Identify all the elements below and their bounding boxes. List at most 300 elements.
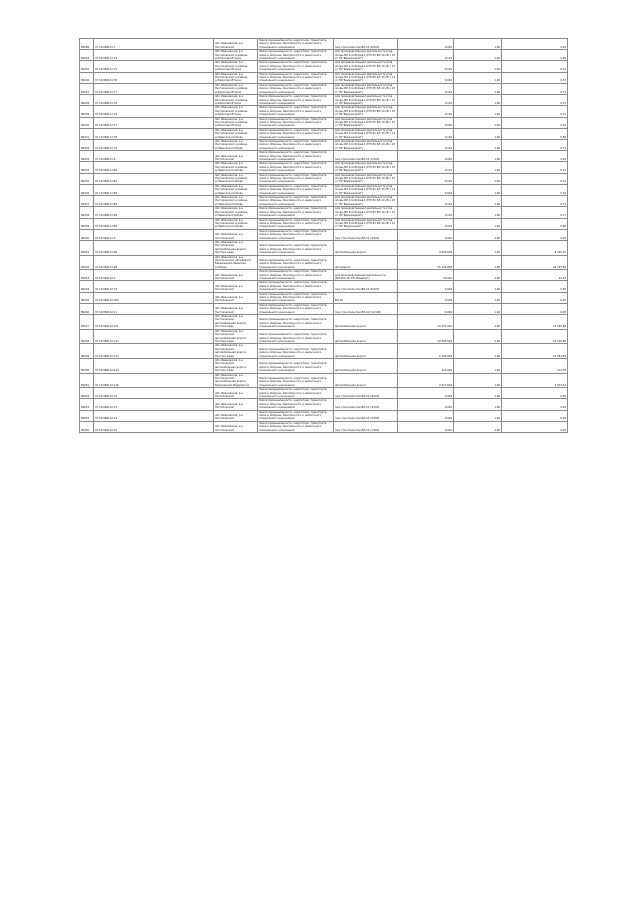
- coefficient: 1,00: [454, 72, 502, 83]
- area-value: 0,104: [398, 61, 454, 72]
- cadastral-number: 37:10:060111:79: [94, 106, 214, 117]
- table-row: [80, 117, 568, 128]
- cadastral-number: 37:10:060111:8: [94, 151, 214, 162]
- land-category: Земли промышленности, энергетики, транспорта, связи и обороны, безопасности и земли иного специального назначения: [258, 162, 334, 173]
- row-id: 89250: [80, 358, 94, 373]
- row-id: 89253: [80, 399, 94, 410]
- permitted-use: для производственной деятельности (под опоры ВЛ 0,4 кВ фид.1 КТП-35 ВЛ 10 кВ ч 13 от ПС"Бережецкий"): [334, 117, 398, 128]
- land-category: Земли промышленности, энергетики, транспорта, связи и обороны, безопасности и земли иного специального назначения: [258, 240, 334, 255]
- land-category: Земли промышленности, энергетики, транспорта, связи и обороны, безопасности и земли иного специального назначения: [258, 72, 334, 83]
- cadastral-number: 37:10:060111:83: [94, 196, 214, 207]
- permitted-use: для производственной деятельности (под опоры ВЛ 0,4 кВ фид.1 КТП-32 ВЛ 10 кВ ч 13 от ПС"Бережецкий"): [334, 184, 398, 195]
- land-category: Земли промышленности, энергетики, транспорта, связи и обороны, безопасности и земли иного специального назначения: [258, 184, 334, 195]
- table-row: [80, 151, 568, 162]
- row-id: 89228: [80, 95, 94, 106]
- permitted-use: для производственной деятельности (под опоры ВЛ 0,4 кВ фид.1 КТП-32 ВЛ 10 кВ ч 13 от ПС"Бережецкий"): [334, 128, 398, 139]
- cadastral-number: 37:10:060111:76: [94, 72, 214, 83]
- location: обл. Ивановская, р-н Пестяковский: [214, 229, 258, 240]
- coefficient: 1,00: [454, 270, 502, 281]
- coefficient: 1,00: [454, 373, 502, 388]
- area-value: 4 654,004: [398, 240, 454, 255]
- land-category: Земли промышленности, энергетики, транспорта, связи и обороны, безопасности и земли иного специального назначения: [258, 207, 334, 218]
- permitted-use: автомобильная дорога: [334, 344, 398, 359]
- land-category: Земли промышленности, энергетики, транспорта, связи и обороны, безопасности и земли иного специального назначения: [258, 229, 334, 240]
- permitted-use: автомобильная дорога: [334, 373, 398, 388]
- land-category: Земли промышленности, энергетики, транспорта, связи и обороны, безопасности и земли иного специального назначения: [258, 329, 334, 344]
- coefficient: 1,00: [454, 315, 502, 330]
- location: обл. Ивановская, р-н Пестяковский, автомобильная дорога Пестяки-Седи: [214, 329, 258, 344]
- table-row: [80, 162, 568, 173]
- cadastral-number: 37:10:060112:114: [94, 358, 214, 373]
- cadastral-value: 46,34: [502, 270, 568, 281]
- cadastral-number: 37:10:060112:12: [94, 388, 214, 399]
- cadastral-number: 37:10:060112:13: [94, 399, 214, 410]
- cadastral-number: 37:10:060112:15: [94, 421, 214, 432]
- row-id: 89252: [80, 388, 94, 399]
- cadastral-value: 0,72: [502, 95, 568, 106]
- location: обл. Ивановская, р-н Пестяковский: [214, 292, 258, 303]
- cadastral-value: 0,72: [502, 61, 568, 72]
- table-row: [80, 421, 568, 432]
- location: обл. Ивановская, р-н Пестяковский: [214, 410, 258, 421]
- area-value: 0,004: [398, 72, 454, 83]
- permitted-use: для производственной деятельности (под опоры ВЛ 0,4 кВ фид.1 КТП-32 ВЛ 10 кВ ч 13 от ПС"Бережецкий"): [334, 218, 398, 229]
- area-value: 22 604,004: [398, 329, 454, 344]
- table-row: [80, 106, 568, 117]
- cadastral-number: 37:10:060111:84: [94, 207, 214, 218]
- location: обл. Ивановская, р-н Пестяковский, автомобильная дорога Бережецкий-Мордовское: [214, 373, 258, 388]
- area-value: 0,104: [398, 106, 454, 117]
- permitted-use: под строительство ВЛ-10 (4/100): [334, 388, 398, 399]
- location: обл. Ивановская, р-н Пестяковский, в районе д.Невеличе-Слобода: [214, 207, 258, 218]
- cadastral-value: 0,05: [502, 39, 568, 50]
- cadastral-value: 0,18: [502, 184, 568, 195]
- coefficient: 1,00: [454, 218, 502, 229]
- land-category: Земли промышленности, энергетики, транспорта, связи и обороны, безопасности и земли иного специального назначения: [258, 344, 334, 359]
- row-id: 89255: [80, 421, 94, 432]
- row-id: 89248: [80, 329, 94, 344]
- land-category: Земли промышленности, энергетики, транспорта, связи и обороны, безопасности и земли иного специального назначения: [258, 399, 334, 410]
- location: обл. Ивановская, р-н Пестяковский: [214, 388, 258, 399]
- area-value: 0,004: [398, 421, 454, 432]
- location: обл. Ивановская, р-н Пестяковский: [214, 151, 258, 162]
- cadastral-value: 0,05: [502, 281, 568, 292]
- land-category: Земли промышленности, энергетики, транспорта, связи и обороны, безопасности и земли иного специального назначения: [258, 373, 334, 388]
- location: обл. Ивановская, р-н Пестяковский, в районе д.Невеличе-Слобода: [214, 162, 258, 173]
- table-row: [80, 39, 568, 50]
- row-id: 89235: [80, 173, 94, 184]
- location: обл. Ивановская, р-н Пестяковский, в районе д.Филисово Второе: [214, 50, 258, 61]
- permitted-use: автомобильная дорога: [334, 315, 398, 330]
- row-id: 89229: [80, 106, 94, 117]
- coefficient: 1,00: [454, 399, 502, 410]
- coefficient: 1,00: [454, 83, 502, 94]
- table-row: [80, 207, 568, 218]
- cadastral-value: 0,05: [502, 388, 568, 399]
- land-category: Земли промышленности, энергетики, транспорта, связи и обороны, безопасности и земли иного специального назначения: [258, 218, 334, 229]
- permitted-use: для производственной деятельности (под опоры ВЛ 0,4 кВ фид.1 КТП-32 ВЛ 10 кВ ч 13 от ПС"Бережецкий"): [334, 196, 398, 207]
- row-id: 89232: [80, 139, 94, 150]
- land-category: Земли промышленности, энергетики, транспорта, связи и обороны, безопасности и земли иного специального назначения: [258, 410, 334, 421]
- row-id: 89244: [80, 281, 94, 292]
- cadastral-value: 6 225,15: [502, 240, 568, 255]
- cadastral-value: 0,72: [502, 72, 568, 83]
- cadastral-value: 0,17: [502, 207, 568, 218]
- coefficient: 1,00: [454, 388, 502, 399]
- coefficient: 1,00: [454, 207, 502, 218]
- location: обл. Ивановская, р-н Пестяковский: [214, 421, 258, 432]
- permitted-use: ВЛ-10: [334, 292, 398, 303]
- row-id: 89227: [80, 83, 94, 94]
- coefficient: 1,00: [454, 344, 502, 359]
- location: обл. Ивановская, р-н Пестяковский, автомобильная дорога Пестяки-Седи: [214, 240, 258, 255]
- permitted-use: для производственной деятельности (под опоры ВЛ 0,4 кВ фид.1 КТП-35 ВЛ 10 кВ ч 13 от ПС"Бережецкий"): [334, 95, 398, 106]
- table-row: [80, 399, 568, 410]
- area-value: 25 105,004: [398, 255, 454, 270]
- area-value: 0,104: [398, 128, 454, 139]
- permitted-use: для производственной деятельности (под опоры ВЛ 0,4 кВ фид.1 КТП-35 ВЛ 10 кВ ч 13 от ПС"Бережецкий"): [334, 72, 398, 83]
- table-row: [80, 196, 568, 207]
- row-id: 89241: [80, 240, 94, 255]
- coefficient: 1,00: [454, 421, 502, 432]
- table-row: [80, 173, 568, 184]
- area-value: 9 709,004: [398, 344, 454, 359]
- coefficient: 1,00: [454, 358, 502, 373]
- cadastral-number: 37:10:060112:10: [94, 281, 214, 292]
- cadastral-number: 37:10:060111:78: [94, 95, 214, 106]
- table-row: [80, 344, 568, 359]
- cadastral-number: 37:10:060112:111: [94, 315, 214, 330]
- table-row: [80, 358, 568, 373]
- cadastral-value: 4 633,44: [502, 373, 568, 388]
- land-category: Земли промышленности, энергетики, транспорта, связи и обороны, безопасности и земли иного специального назначения: [258, 139, 334, 150]
- cadastral-value: 29 767,69: [502, 255, 568, 270]
- location: обл. Ивановская, р-н Пестяковский, в районе д.Филисово Второе: [214, 95, 258, 106]
- cadastral-number: 37:10:060111:75: [94, 61, 214, 72]
- area-value: 0,104: [398, 196, 454, 207]
- permitted-use: для производственной деятельности (под опоры ВЛ 0,4 кВ фид.1 КТП-32 ВЛ 10 кВ ч 13 от ПС"Бережецкий"): [334, 173, 398, 184]
- row-id: 89246: [80, 303, 94, 314]
- permitted-use: для производственной деятельности (под опоры ВЛ 0,4 кВ фид.1 КТП-35 ВЛ 10 кВ ч 13 от ПС"Бережецкий"): [334, 106, 398, 117]
- location: обл. Ивановская, р-н Пестяковский, в районе д.Невеличе-Слобода: [214, 128, 258, 139]
- permitted-use: для производственной деятельности (под опоры ВЛ 0,4 кВ фид.1 КТП-35 ВЛ 10 кВ ч 13 от ПС"Бережецкий"): [334, 50, 398, 61]
- table-row: [80, 281, 568, 292]
- area-value: 0,014: [398, 218, 454, 229]
- cadastral-number: 37:10:060112:116: [94, 373, 214, 388]
- cadastral-number: 37:10:060111:79: [94, 139, 214, 150]
- coefficient: 1,00: [454, 240, 502, 255]
- permitted-use: под строительство ВЛ-10 (1/100): [334, 151, 398, 162]
- land-category: Земли промышленности, энергетики, транспорта, связи и обороны, безопасности и земли иного специального назначения: [258, 388, 334, 399]
- area-value: 0,004: [398, 281, 454, 292]
- cadastral-value: 0,21: [502, 162, 568, 173]
- cadastral-number: 37:10:060111:74: [94, 50, 214, 61]
- table-row: [80, 139, 568, 150]
- cadastral-number: 37:10:060111:78: [94, 128, 214, 139]
- land-category: Земли промышленности, энергетики, транспорта, связи и обороны, безопасности и земли иного специального назначения: [258, 151, 334, 162]
- land-category: Земли промышленности, энергетики, транспорта, связи и обороны, безопасности и земли иного специального назначения: [258, 421, 334, 432]
- area-value: 14 451,004: [398, 315, 454, 330]
- permitted-use: автомобильная дорога: [334, 329, 398, 344]
- land-category: Земли промышленности, энергетики, транспорта, связи и обороны, безопасности и земли иного специального назначения: [258, 50, 334, 61]
- coefficient: 1,00: [454, 128, 502, 139]
- permitted-use: под строительство ВЛ-10 (3/100): [334, 410, 398, 421]
- area-value: 0,004: [398, 39, 454, 50]
- area-value: 0,114: [398, 162, 454, 173]
- cadastral-value: 0,06: [502, 218, 568, 229]
- cadastral-value: 10 851,59: [502, 344, 568, 359]
- row-id: 89230: [80, 117, 94, 128]
- area-value: 0,004: [398, 151, 454, 162]
- land-category: Земли промышленности, энергетики, транспорта, связи и обороны, безопасности и земли иного специального назначения: [258, 255, 334, 270]
- area-value: 45,004: [398, 270, 454, 281]
- location: обл. Ивановская, р-н Пестяковский: [214, 281, 258, 292]
- cadastral-number: 37:10:060111:77: [94, 117, 214, 128]
- cadastral-value: 0,72: [502, 83, 568, 94]
- row-id: 89225: [80, 61, 94, 72]
- table-row: [80, 240, 568, 255]
- cadastral-number: 37:10:060111:81: [94, 173, 214, 184]
- row-id: 89233: [80, 151, 94, 162]
- cadastral-number: 37:10:060111:7: [94, 39, 214, 50]
- permitted-use: автодорога: [334, 255, 398, 270]
- land-category: Земли промышленности, энергетики, транспорта, связи и обороны, безопасности и земли иного специального назначения: [258, 270, 334, 281]
- cadastral-value: 0,72: [502, 139, 568, 150]
- cadastral-value: 0,48: [502, 117, 568, 128]
- area-value: 0,004: [398, 229, 454, 240]
- permitted-use: под строительство ВЛ-10 (4/100): [334, 399, 398, 410]
- land-category: Земли промышленности, энергетики, транспорта, связи и обороны, безопасности и земли иного специального назначения: [258, 61, 334, 72]
- row-id: 89247: [80, 315, 94, 330]
- location: обл. Ивановская, р-н Пестяковский: [214, 270, 258, 281]
- cadastral-value: 0,72: [502, 173, 568, 184]
- area-value: 0,104: [398, 139, 454, 150]
- cadastral-value: 14 995,88: [502, 315, 568, 330]
- coefficient: 1,00: [454, 117, 502, 128]
- land-category: Земли промышленности, энергетики, транспорта, связи и обороны, безопасности и земли иного специального назначения: [258, 196, 334, 207]
- row-id: 89238: [80, 207, 94, 218]
- location: обл. Ивановская, р-н Пестяковский: [214, 303, 258, 314]
- permitted-use: под строительство ВЛ-10 (3/100): [334, 229, 398, 240]
- row-id: 89254: [80, 410, 94, 421]
- permitted-use: под строительство ВЛ-10 (5/100): [334, 281, 398, 292]
- land-category: Земли промышленности, энергетики, транспорта, связи и обороны, безопасности и земли иного специального назначения: [258, 315, 334, 330]
- cadastral-value: 0,05: [502, 229, 568, 240]
- table-row: [80, 229, 568, 240]
- cadastral-number: 37:10:060111:9: [94, 229, 214, 240]
- cadastral-number: 37:10:060112:1: [94, 270, 214, 281]
- table-row: [80, 83, 568, 94]
- cadastral-value: 0,05: [502, 421, 568, 432]
- area-value: 0,004: [398, 410, 454, 421]
- row-id: 89234: [80, 162, 94, 173]
- coefficient: 1,00: [454, 106, 502, 117]
- permitted-use: под строительство ВЛ-10 (6/100): [334, 39, 398, 50]
- cadastral-value: 0,05: [502, 50, 568, 61]
- cadastral-number: 37:10:060111:80: [94, 162, 214, 173]
- table-row: [80, 410, 568, 421]
- land-category: Земли промышленности, энергетики, транспорта, связи и обороны, безопасности и земли иного специального назначения: [258, 128, 334, 139]
- table-row: [80, 315, 568, 330]
- coefficient: 1,00: [454, 95, 502, 106]
- coefficient: 1,00: [454, 410, 502, 421]
- land-category: Земли промышленности, энергетики, транспорта, связи и обороны, безопасности и земли иного специального назначения: [258, 358, 334, 373]
- land-plot-table: [79, 38, 568, 433]
- land-category: Земли промышленности, энергетики, транспорта, связи и обороны, безопасности и земли иного специального назначения: [258, 39, 334, 50]
- coefficient: 1,00: [454, 139, 502, 150]
- cadastral-value: 0,05: [502, 303, 568, 314]
- coefficient: 1,00: [454, 329, 502, 344]
- area-value: 0,104: [398, 207, 454, 218]
- table-row: [80, 184, 568, 195]
- table-row: [80, 303, 568, 314]
- location: обл. Ивановская, р-н Пестяковский, в районе д.Невеличе-Слобода: [214, 218, 258, 229]
- coefficient: 1,00: [454, 151, 502, 162]
- cadastral-number: 37:10:060112:11: [94, 303, 214, 314]
- area-value: 0,104: [398, 95, 454, 106]
- row-id: 89237: [80, 196, 94, 207]
- cadastral-number: 37:10:060111:77: [94, 83, 214, 94]
- cadastral-value: 0,05: [502, 151, 568, 162]
- cadastral-number: 37:10:060111:98: [94, 255, 214, 270]
- permitted-use: для производственной деятельности (под опоры ВЛ 0,4 кВ фид.1 КТП-32 ВЛ 10 кВ ч 13 от ПС"Бережецкий"): [334, 139, 398, 150]
- permitted-use: для производственной деятельности (ВЛ-220 кВ "ПС-Вязники"): [334, 270, 398, 281]
- coefficient: 1,00: [454, 61, 502, 72]
- land-category: Земли промышленности, энергетики, транспорта, связи и обороны, безопасности и земли иного специального назначения: [258, 303, 334, 314]
- row-id: 89242: [80, 255, 94, 270]
- cadastral-value: 0,72: [502, 196, 568, 207]
- table-row: [80, 72, 568, 83]
- land-category: Земли промышленности, энергетики, транспорта, связи и обороны, безопасности и земли иного специального назначения: [258, 292, 334, 303]
- row-id: 89226: [80, 72, 94, 83]
- table-row: [80, 218, 568, 229]
- land-category: Земли промышленности, энергетики, транспорта, связи и обороны, безопасности и земли иного специального назначения: [258, 83, 334, 94]
- location: обл. Ивановская, р-н Пестяковский, в районе д.Невеличе-Слобода: [214, 173, 258, 184]
- cadastral-number: 37:10:060111:82: [94, 184, 214, 195]
- coefficient: 1,00: [454, 229, 502, 240]
- row-id: 89224: [80, 50, 94, 61]
- permitted-use: под строительство ВЛ-10 (11/100): [334, 303, 398, 314]
- location: обл. Ивановская, р-н Пестяковский: [214, 39, 258, 50]
- location: обл. Ивановская, р-н Пестяковский, автомобильная дорога Пестяки-Седи: [214, 315, 258, 330]
- cadastral-value: 0,05: [502, 410, 568, 421]
- coefficient: 1,00: [454, 303, 502, 314]
- table-row: [80, 50, 568, 61]
- land-category: Земли промышленности, энергетики, транспорта, связи и обороны, безопасности и земли иного специального назначения: [258, 95, 334, 106]
- permitted-use: автомобильная дорога: [334, 240, 398, 255]
- permitted-use: для производственной деятельности (под опоры ВЛ 0,4 кВ фид.1 КТП-35 ВЛ 10 кВ ч 13 от ПС"Бережецкий"): [334, 61, 398, 72]
- row-id: 89231: [80, 128, 94, 139]
- cadastral-value: 0,80: [502, 128, 568, 139]
- cadastral-value: 0,05: [502, 399, 568, 410]
- document-sheet: [79, 38, 567, 433]
- cadastral-number: 37:10:060112:113: [94, 344, 214, 359]
- location: обл. Ивановская, р-н Пестяковский: [214, 399, 258, 410]
- area-value: 0,104: [398, 83, 454, 94]
- row-id: 89236: [80, 184, 94, 195]
- coefficient: 1,00: [454, 39, 502, 50]
- location: обл. Ивановская, р-н Пестяковский, в районе д.Филисово Второе: [214, 117, 258, 128]
- coefficient: 1,00: [454, 184, 502, 195]
- cadastral-number: 37:10:060112:14: [94, 410, 214, 421]
- row-id: 89289: [80, 39, 94, 50]
- area-value: 0,124: [398, 50, 454, 61]
- table-row: [80, 373, 568, 388]
- permitted-use: для производственной деятельности (под опоры ВЛ 0,4 кВ фид.1 КТП-35 ВЛ 10 кВ ч 13 от ПС"Бережецкий"): [334, 83, 398, 94]
- area-value: 0,004: [398, 399, 454, 410]
- table-row: [80, 255, 568, 270]
- permitted-use: для производственной деятельности (под опоры ВЛ 0,4 кВ фид.1 КТП-32 ВЛ 10 кВ ч 13 от ПС"Бережецкий"): [334, 207, 398, 218]
- cadastral-number: 37:10:060111:90: [94, 240, 214, 255]
- location: обл. Ивановская, р-н Пестяковский, в районе д.Филисово Второе: [214, 83, 258, 94]
- row-id: 89245: [80, 292, 94, 303]
- table-row: [80, 292, 568, 303]
- coefficient: 1,00: [454, 292, 502, 303]
- cadastral-value: 0,05: [502, 292, 568, 303]
- coefficient: 1,00: [454, 50, 502, 61]
- row-id: 89249: [80, 344, 94, 359]
- area-value: 4 517,004: [398, 373, 454, 388]
- permitted-use: для производственной деятельности (под опоры ВЛ 0,4 кВ фид.1 КТП-32 ВЛ 10 кВ ч 13 от ПС"Бережецкий"): [334, 162, 398, 173]
- row-id: 89240: [80, 229, 94, 240]
- row-id: 89251: [80, 373, 94, 388]
- table-row: [80, 95, 568, 106]
- table-row: [80, 128, 568, 139]
- location: обл. Ивановская, р-н Пестяковский, в районе д.Невеличе-Слобода: [214, 184, 258, 195]
- cadastral-number: 37:10:060112:110: [94, 329, 214, 344]
- row-id: 89239: [80, 218, 94, 229]
- cadastral-number: 37:10:060112:100: [94, 292, 214, 303]
- location: обл. Ивановская, р-н Пестяковский, в районе д.Невеличе-Слобода: [214, 196, 258, 207]
- land-category: Земли промышленности, энергетики, транспорта, связи и обороны, безопасности и земли иного специального назначения: [258, 117, 334, 128]
- location: обл. Ивановская, р-н Пестяковский, автодорога Бережецкий-Невеличе-Слобода: [214, 255, 258, 270]
- cadastral-value: 0,72: [502, 106, 568, 117]
- table-row: [80, 270, 568, 281]
- cadastral-number: 37:10:060111:85: [94, 218, 214, 229]
- location: обл. Ивановская, р-н Пестяковский, в районе д.Невеличе-Слобода: [214, 139, 258, 150]
- land-category: Земли промышленности, энергетики, транспорта, связи и обороны, безопасности и земли иного специального назначения: [258, 106, 334, 117]
- row-id: 89243: [80, 270, 94, 281]
- area-value: 0,004: [398, 184, 454, 195]
- area-value: 115,004: [398, 358, 454, 373]
- coefficient: 1,00: [454, 162, 502, 173]
- table-body: [80, 39, 568, 433]
- location: обл. Ивановская, р-н Пестяковский, в районе д.Филисово Второе: [214, 61, 258, 72]
- coefficient: 1,00: [454, 281, 502, 292]
- coefficient: 1,00: [454, 255, 502, 270]
- coefficient: 1,00: [454, 173, 502, 184]
- area-value: 0,004: [398, 303, 454, 314]
- land-category: Земли промышленности, энергетики, транспорта, связи и обороны, безопасности и земли иного специального назначения: [258, 281, 334, 292]
- area-value: 0,004: [398, 388, 454, 399]
- table-row: [80, 388, 568, 399]
- location: обл. Ивановская, р-н Пестяковский, в районе д.Филисово Второе: [214, 106, 258, 117]
- table-row: [80, 329, 568, 344]
- table-row: [80, 61, 568, 72]
- cadastral-value: 119,78: [502, 358, 568, 373]
- location: обл. Ивановская, р-н Пестяковский, автомобильная дорога Пестяки-Седи: [214, 358, 258, 373]
- land-category: Земли промышленности, энергетики, транспорта, связи и обороны, безопасности и земли иного специального назначения: [258, 173, 334, 184]
- location: обл. Ивановская, р-н Пестяковский, автомобильная дорога Пестяки-Седи: [214, 344, 258, 359]
- permitted-use: под строительство ВЛ-10 (7/100): [334, 421, 398, 432]
- area-value: 0,004: [398, 292, 454, 303]
- coefficient: 1,00: [454, 196, 502, 207]
- cadastral-value: 24 516,05: [502, 329, 568, 344]
- permitted-use: автомобильная дорога: [334, 358, 398, 373]
- location: обл. Ивановская, р-н Пестяковский, в районе д.Филисово Второе: [214, 72, 258, 83]
- area-value: 0,004: [398, 117, 454, 128]
- area-value: 0,104: [398, 173, 454, 184]
